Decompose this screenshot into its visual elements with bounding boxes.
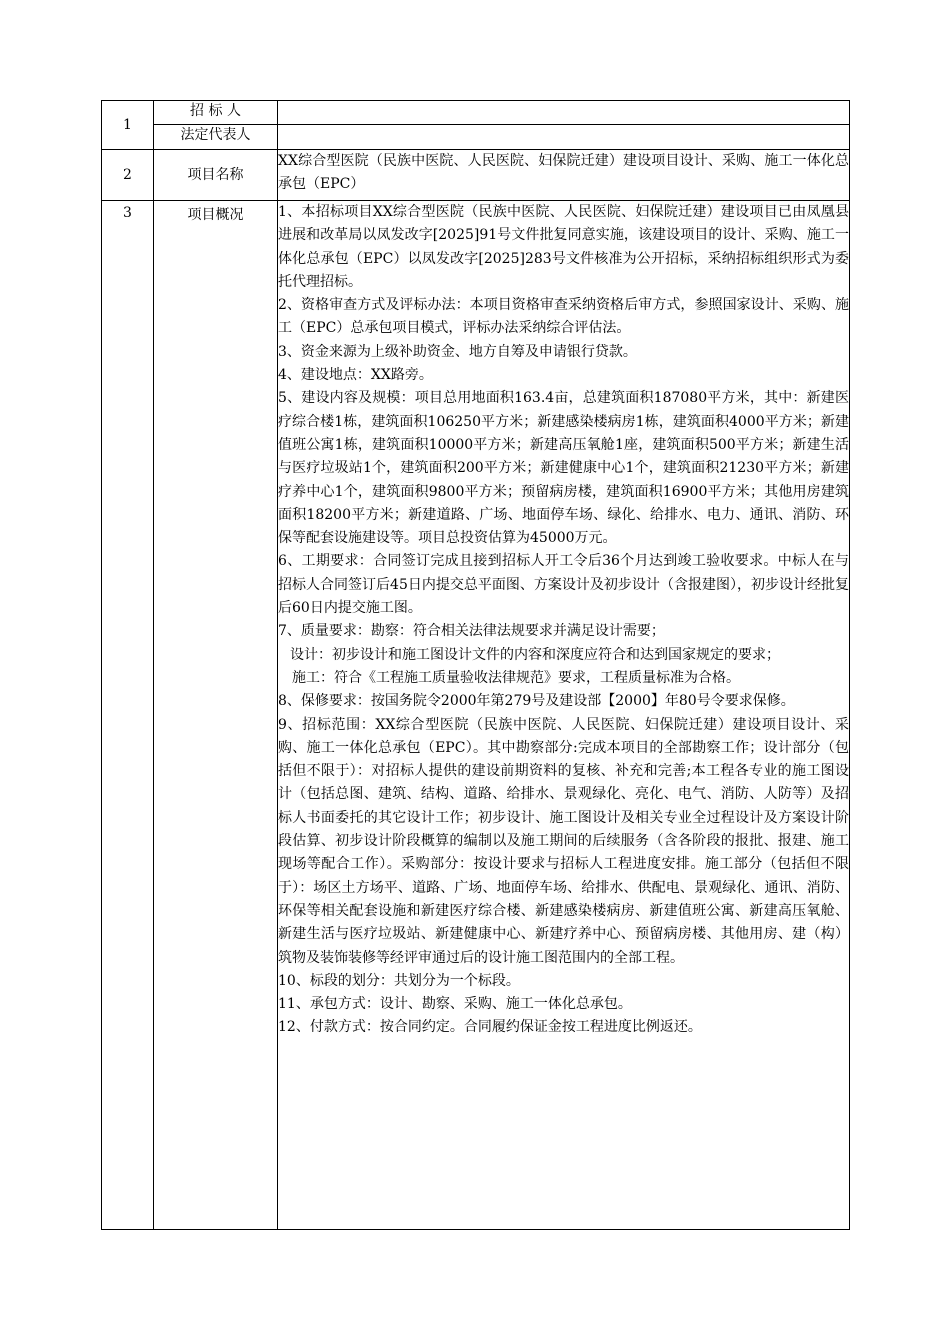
overview-paragraph: 12、付款方式：按合同约定。合同履约保证金按工程进度比例返还。 (278, 1019, 702, 1036)
bidder-label: 招 标 人 (190, 103, 241, 119)
project-name-value-cell (278, 150, 850, 201)
legal-rep-label-cell (154, 125, 278, 150)
overview-paragraph: 6、工期要求：合同签订完成且接到招标人开工令后36个月达到竣工验收要求。中标人在与招标人合同签订后45日内提交总平面图、方案设计及初步设计（含报建图），初步设计经批复后60日内提交施工图。 (278, 553, 849, 617)
row-number: 3 (123, 205, 132, 221)
row-number: 1 (123, 117, 132, 133)
overview-paragraph: 1、本招标项目XX综合型医院（民族中医院、人民医院、妇保院迁建）建设项目已由凤凰县进展和改革局以凤发改字[2025]91号文件批复同意实施，该建设项目的设计、采购、施工一体化总承包（EPC）以凤发改字[2025]283号文件核准为公开招标，采纳招标组织形式为委托代理招标。 (278, 204, 849, 290)
row-number-cell (102, 150, 154, 201)
overview-paragraph: 5、建设内容及规模：项目总用地面积163.4亩，总建筑面积187080平方米，其中：新建医疗综合楼1栋，建筑面积106250平方米；新建感染楼病房1栋，建筑面积4000平方米；新建值班公寓1栋，建筑面积10000平方米；新建高压氧舱1座，建筑面积500平方米；新建生活与医疗垃圾站1个，建筑面积200平方米；新建健康中心1个，建筑面积21230平方米；新建疗养中心1个，建筑面积9800平方米；预留病房楼，建筑面积16900平方米；其他用房建筑面积18200平方米；新建道路、广场、地面停车场、绿化、给排水、电力、通讯、消防、环保等配套设施建设等。项目总投资估算为45000万元。 (278, 390, 849, 547)
project-name-label: 项目名称 (187, 166, 244, 183)
overview-content-cell (278, 201, 850, 1230)
overview-paragraph: 4、建设地点：XX路旁。 (278, 367, 433, 384)
overview-paragraph: 施工：符合《工程施工质量验收法律规范》要求，工程质量标准为合格。 (292, 669, 740, 686)
overview-paragraph: 9、招标范围：XX综合型医院（民族中医院、人民医院、妇保院迁建）建设项目设计、采购、施工一体化总承包（EPC）。其中勘察部分:完成本项目的全部勘察工作；设计部分（包括但不限于）：对招标人提供的建设前期资料的复核、补充和完善;本工程各专业的施工图设计（包括总图、建筑、结构、道路、给排水、景观绿化、亮化、电气、消防、人防等）及招标人书面委托的其它设计工作；初步设计、施工图设计及相关专业全过程设计及方案设计阶段估算、初步设计阶段概算的编制以及施工期间的后续服务（含各阶段的报批、报建、施工现场等配合工作）。采购部分：按设计要求与招标人工程进度安排。施工部分（包括但不限于）：场区土方场平、道路、广场、地面停车场、给排水、供配电、景观绿化、通讯、消防、环保等相关配套设施和新建医疗综合楼、新建感染楼病房、新建值班公寓、新建高压氧舱、新建生活与医疗垃圾站、新建健康中心、新建疗养中心、预留病房楼、其他用房、建（构）筑物及装饰装修等经评审通过后的设计施工图范围内的全部工程。 (278, 716, 849, 966)
overview-paragraph: 11、承包方式：设计、勘察、采购、施工一体化总承包。 (278, 996, 632, 1013)
overview-label-cell (154, 201, 278, 1230)
overview-label: 项目概况 (187, 207, 244, 223)
overview-paragraph: 2、资格审查方式及评标办法：本项目资格审查采纳资格后审方式，参照国家设计、采购、施工（EPC）总承包项目模式，评标办法采纳综合评估法。 (278, 297, 849, 337)
table-row (102, 125, 850, 150)
overview-paragraph: 设计：初步设计和施工图设计文件的内容和深度应符合和达到国家规定的要求； (290, 646, 780, 663)
overview-paragraph: 3、资金来源为上级补助资金、地方自筹及申请银行贷款。 (278, 343, 637, 360)
project-info-table (101, 100, 850, 1230)
row-number: 2 (123, 167, 132, 183)
bidder-value-cell (278, 101, 850, 125)
legal-rep-value-cell (278, 125, 850, 150)
table-row (102, 101, 850, 125)
legal-rep-label: 法定代表人 (180, 127, 251, 143)
row-number-cell (102, 201, 154, 1230)
project-name-value: XX综合型医院（民族中医院、人民医院、妇保院迁建）建设项目设计、采购、施工一体化总承包（EPC） (278, 153, 849, 193)
overview-paragraph: 7、质量要求：勘察：符合相关法律法规要求并满足设计需要； (278, 623, 665, 640)
project-name-label-cell (154, 150, 278, 201)
bidder-label-cell (154, 101, 278, 125)
overview-paragraph: 8、保修要求：按国务院令2000年第279号及建设部【2000】年80号令要求保修。 (278, 693, 795, 710)
overview-paragraph: 10、标段的划分：共划分为一个标段。 (278, 972, 520, 989)
table-row (102, 150, 850, 201)
row-number-cell (102, 101, 154, 150)
table-row (102, 201, 850, 1230)
